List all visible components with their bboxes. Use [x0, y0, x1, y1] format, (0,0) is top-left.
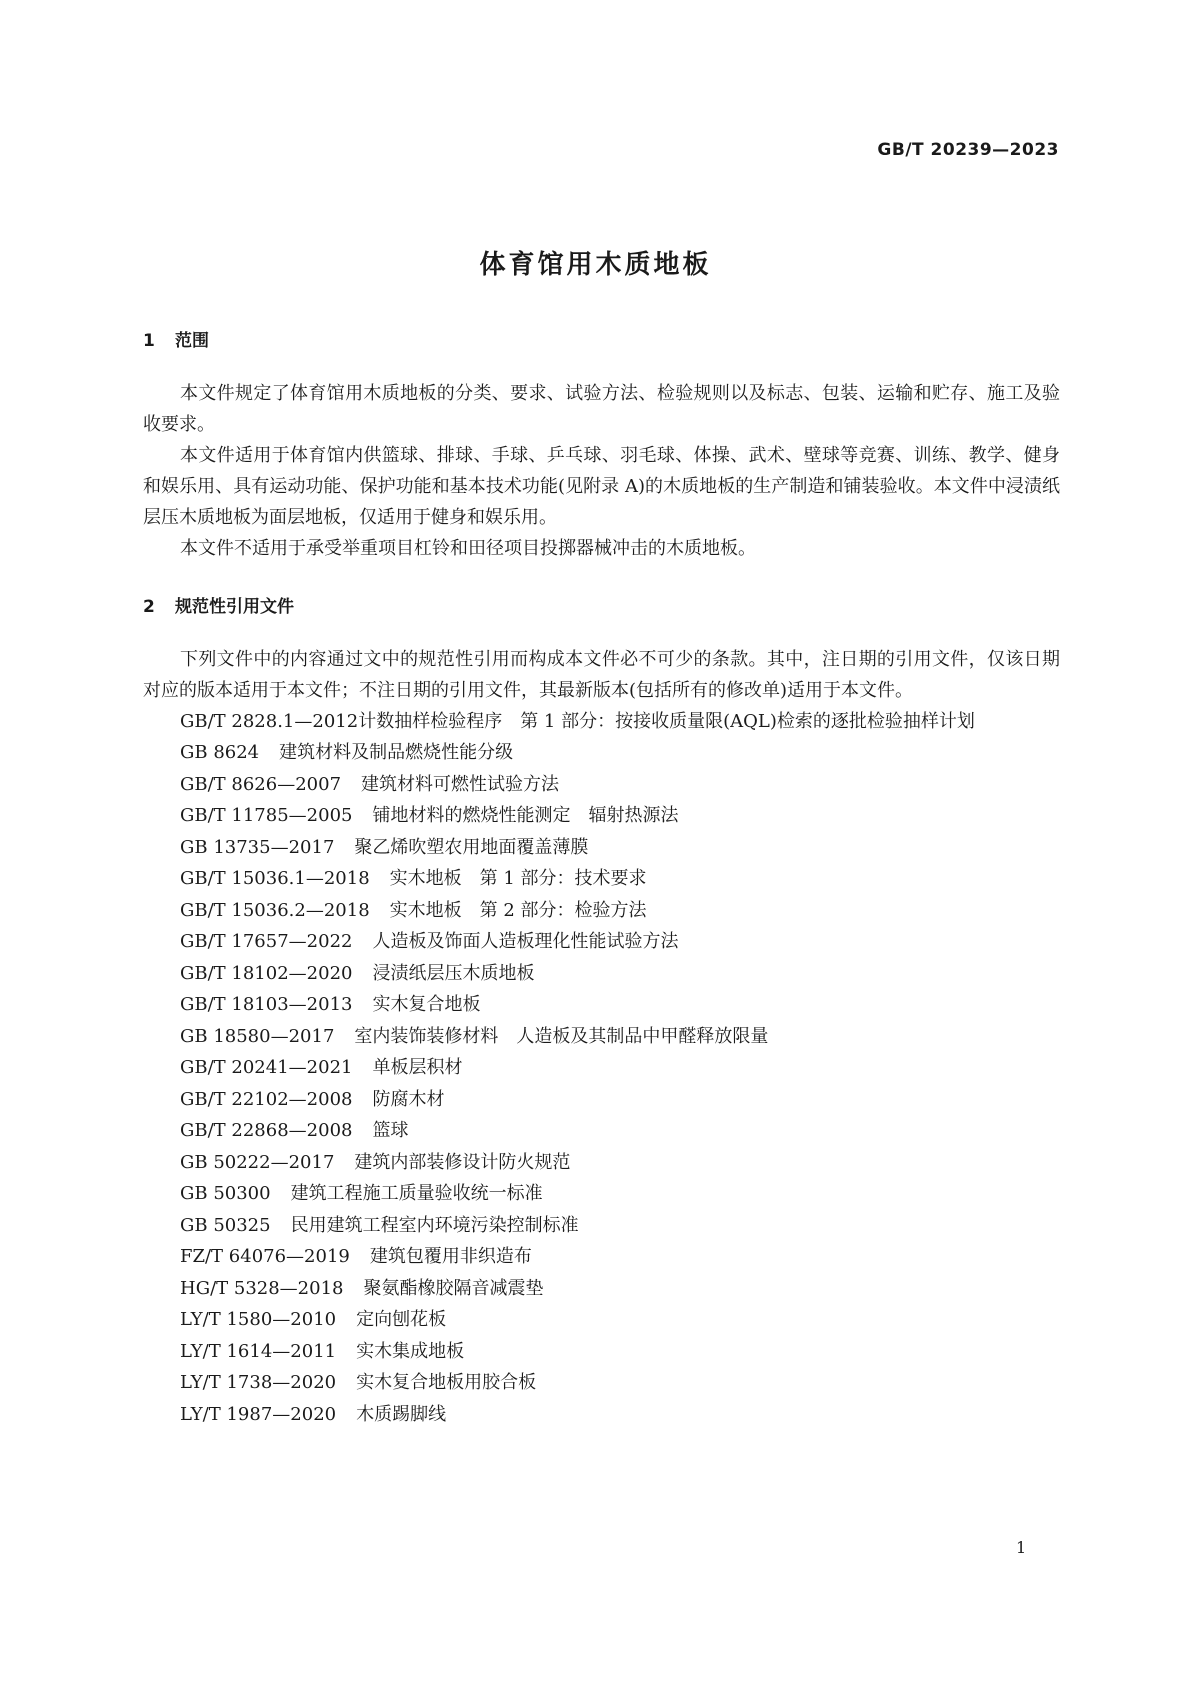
- reference-code: LY/T 1987—2020: [180, 1403, 337, 1425]
- paragraph: 本文件规定了体育馆用木质地板的分类、要求、试验方法、检验规则以及标志、包装、运输和贮存、施工及验收要求。: [143, 383, 1060, 435]
- reference-title: 单板层积材: [372, 1057, 463, 1078]
- reference-code: GB 13735—2017: [180, 836, 335, 858]
- reference-code: GB/T 18103—2013: [180, 994, 353, 1015]
- reference-item: [143, 1241, 1060, 1273]
- reference-code: GB 50325: [180, 1214, 271, 1236]
- reference-code: LY/T 1738—2020: [180, 1372, 337, 1393]
- reference-item: [143, 1273, 1060, 1305]
- reference-code: GB 50222—2017: [180, 1151, 335, 1173]
- reference-item: [143, 1304, 1060, 1336]
- reference-title: 建筑材料可燃性试验方法: [361, 773, 560, 795]
- page-number: 1: [1016, 1538, 1027, 1557]
- reference-code: GB/T 20241—2021: [180, 1057, 353, 1078]
- reference-title: 建筑内部装修设计防火规范: [354, 1151, 571, 1173]
- reference-code: GB/T 22102—2008: [180, 1088, 353, 1110]
- reference-code: GB/T 17657—2022: [180, 931, 353, 952]
- section-title: 规范性引用文件: [175, 597, 294, 617]
- reference-code: LY/T 1614—2011: [180, 1340, 337, 1362]
- reference-code: GB/T 15036.1—2018: [180, 868, 370, 889]
- reference-item: [143, 958, 1060, 990]
- reference-title: 建筑包覆用非织造布: [369, 1246, 532, 1267]
- reference-title: 聚氨酯橡胶隔音减震垫: [363, 1277, 544, 1299]
- reference-title: 实木复合地板用胶合板: [356, 1372, 537, 1393]
- reference-title: 实木地板 第 2 部分：检验方法: [389, 899, 647, 921]
- reference-title: 浸渍纸层压木质地板: [372, 962, 535, 984]
- reference-title: 铺地材料的燃烧性能测定 辐射热源法: [372, 805, 679, 826]
- reference-code: GB 8624: [180, 742, 260, 763]
- reference-title: 实木复合地板: [372, 994, 481, 1015]
- section-2-heading: [143, 592, 294, 617]
- reference-item: [143, 1084, 1060, 1116]
- section-1-body: [143, 378, 1060, 564]
- section-number: 1: [143, 331, 155, 351]
- reference-title: 木质踢脚线: [356, 1403, 447, 1425]
- paragraph: 下列文件中的内容通过文中的规范性引用而构成本文件必不可少的条款。其中，注日期的引用文件，仅该日期对应的版本适用于本文件；不注日期的引用文件，其最新版本(包括所有的修改单)适用于本文件。: [143, 649, 1060, 701]
- reference-code: GB/T 2828.1—2012: [180, 711, 359, 732]
- paragraph: 本文件适用于体育馆内供篮球、排球、手球、乒乓球、羽毛球、体操、武术、壁球等竞赛、训练、教学、健身和娱乐用、具有运动功能、保护功能和基本技术功能(见附录 A)的木质地板的生产制造和铺装验收。本文件中浸渍纸层压木质地板为面层地板，仅适用于健身和娱乐用。: [143, 445, 1060, 528]
- reference-item: [143, 737, 1060, 769]
- reference-list: [143, 706, 1060, 1430]
- reference-code: GB 18580—2017: [180, 1025, 335, 1047]
- reference-item: [143, 706, 1060, 737]
- reference-item: [143, 769, 1060, 801]
- reference-code: GB/T 18102—2020: [180, 962, 353, 984]
- reference-item: [143, 1178, 1060, 1210]
- reference-code: LY/T 1580—2010: [180, 1309, 337, 1330]
- reference-title: 篮球: [372, 1120, 409, 1141]
- reference-title: 建筑工程施工质量验收统一标准: [290, 1183, 543, 1204]
- reference-code: GB/T 22868—2008: [180, 1120, 353, 1141]
- reference-item: [143, 1115, 1060, 1147]
- reference-title: 计数抽样检验程序 第 1 部分：按接收质量限(AQL)检索的逐批检验抽样计划: [358, 711, 975, 732]
- reference-item: [143, 1336, 1060, 1368]
- reference-title: 防腐木材: [372, 1088, 445, 1110]
- reference-code: FZ/T 64076—2019: [180, 1246, 350, 1267]
- reference-item: [143, 895, 1060, 927]
- reference-code: GB/T 15036.2—2018: [180, 899, 370, 921]
- section-title: 范围: [175, 331, 209, 351]
- reference-title: 民用建筑工程室内环境污染控制标准: [290, 1214, 579, 1236]
- reference-item: [143, 1147, 1060, 1179]
- reference-title: 建筑材料及制品燃烧性能分级: [279, 742, 514, 763]
- reference-code: GB/T 8626—2007: [180, 773, 342, 795]
- standard-code: GB/T 20239—2023: [877, 140, 1059, 160]
- reference-item: [143, 800, 1060, 832]
- reference-title: 人造板及饰面人造板理化性能试验方法: [372, 931, 679, 952]
- reference-item: [143, 926, 1060, 958]
- section-2-body: [143, 644, 1060, 1430]
- reference-item: [143, 1367, 1060, 1399]
- reference-code: GB/T 11785—2005: [180, 805, 353, 826]
- page-title: 体育馆用木质地板: [479, 250, 712, 280]
- paragraph: 本文件不适用于承受举重项目杠铃和田径项目投掷器械冲击的木质地板。: [180, 538, 756, 559]
- reference-code: HG/T 5328—2018: [180, 1277, 344, 1299]
- reference-item: [143, 1021, 1060, 1053]
- reference-title: 聚乙烯吹塑农用地面覆盖薄膜: [354, 836, 589, 858]
- reference-item: [143, 832, 1060, 864]
- reference-title: 实木集成地板: [356, 1340, 465, 1362]
- reference-item: [143, 989, 1060, 1021]
- reference-item: [143, 1399, 1060, 1431]
- reference-item: [143, 1052, 1060, 1084]
- reference-item: [143, 1210, 1060, 1242]
- reference-title: 实木地板 第 1 部分：技术要求: [389, 868, 647, 889]
- section-number: 2: [143, 597, 155, 617]
- reference-title: 室内装饰装修材料 人造板及其制品中甲醛释放限量: [354, 1025, 769, 1047]
- reference-code: GB 50300: [180, 1183, 271, 1204]
- reference-item: [143, 863, 1060, 895]
- reference-title: 定向刨花板: [356, 1309, 447, 1330]
- section-1-heading: [143, 326, 209, 351]
